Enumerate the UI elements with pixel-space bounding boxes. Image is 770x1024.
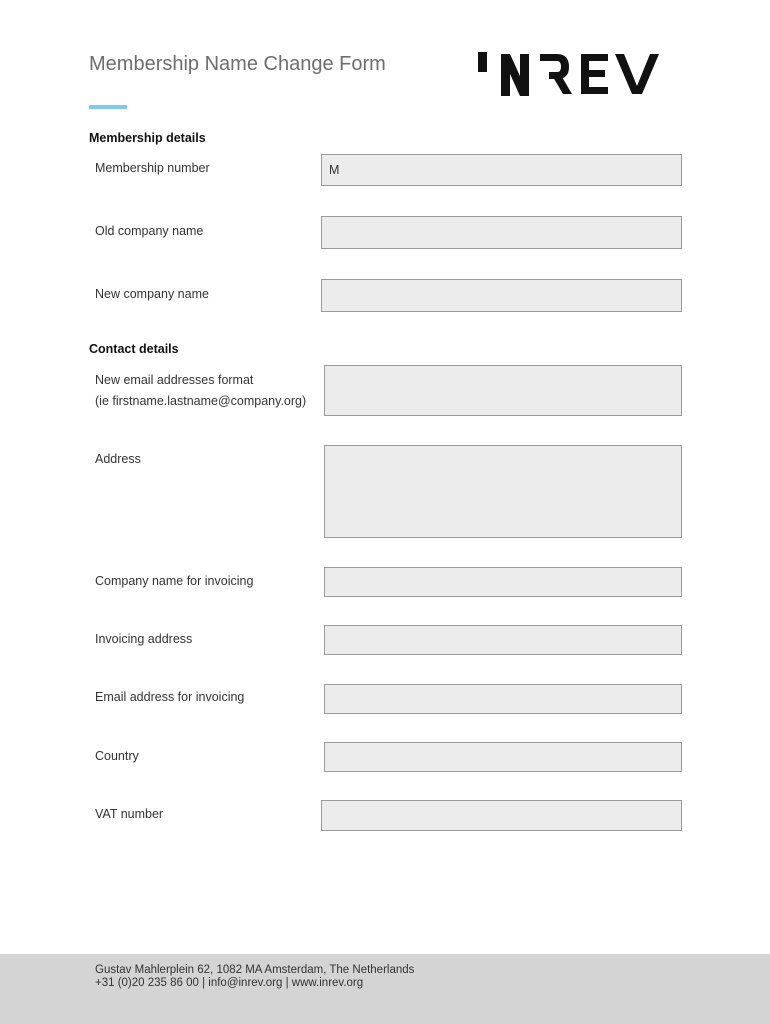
email-format-input[interactable] bbox=[324, 365, 682, 416]
membership-number-input[interactable] bbox=[321, 154, 682, 186]
address-label: Address bbox=[95, 452, 141, 466]
contact-details-heading: Contact details bbox=[89, 342, 179, 356]
invoice-email-input[interactable] bbox=[324, 684, 682, 714]
new-company-name-input[interactable] bbox=[321, 279, 682, 312]
invoice-company-input[interactable] bbox=[324, 567, 682, 597]
old-company-name-input[interactable] bbox=[321, 216, 682, 249]
email-format-hint: (ie firstname.lastname@company.org) bbox=[95, 394, 307, 408]
country-label: Country bbox=[95, 749, 139, 763]
invoice-address-input[interactable] bbox=[324, 625, 682, 655]
country-input[interactable] bbox=[324, 742, 682, 772]
footer-contact: +31 (0)20 235 86 00 | info@inrev.org | www.inrev.org bbox=[95, 977, 364, 989]
invoice-company-label: Company name for invoicing bbox=[95, 574, 254, 588]
page-title: Membership Name Change Form bbox=[89, 53, 386, 75]
footer-address: Gustav Mahlerplein 62, 1082 MA Amsterdam, The Netherlands bbox=[95, 964, 415, 976]
email-format-label: New email addresses format bbox=[95, 373, 254, 387]
membership-number-label: Membership number bbox=[95, 161, 210, 175]
invoice-email-label: Email address for invoicing bbox=[95, 690, 245, 704]
vat-number-input[interactable] bbox=[321, 800, 682, 831]
address-input[interactable] bbox=[324, 445, 682, 538]
membership-details-heading: Membership details bbox=[89, 131, 206, 145]
inrev-logo bbox=[477, 50, 667, 100]
new-company-name-label: New company name bbox=[95, 287, 209, 301]
vat-number-label: VAT number bbox=[95, 807, 164, 821]
page-footer bbox=[0, 954, 770, 1024]
invoice-address-label: Invoicing address bbox=[95, 632, 193, 646]
old-company-name-label: Old company name bbox=[95, 224, 204, 238]
title-accent-rule bbox=[89, 105, 127, 109]
